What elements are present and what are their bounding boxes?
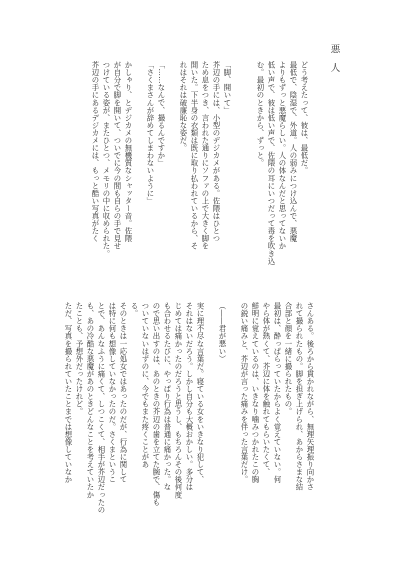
lower-text-block: さんある。後ろから貫かれながら、無理矢理振り向かさ れて撮られたもの。脚を担ぎ上げられ、あからさまな結 合部と顔を一緒に撮られたもの。 最初は、酔っぱらっていたからよく覚えていない。何 やら体が熱くて、芥辺に体を触れてもらいたくて、 鮮明に覚えているのは、いきなり噛みつかれたこの胸 の鋭い痛みと、芥辺が言った痛みを伴った言葉だけ。 （――君が悪い） 実に理不尽な言葉だ。寝ている女をいきなり犯して、 それはないだろう。しかし自分も大概おかしい。多分は じめては痛かったのだろうと思うし、もちろんその後何度 も合わせるたびに、やっぱり行為は普通に痛かった。な ので思い出すのは、あのときの芥辺の歯を立てた腕で、傷も ついていないはずのに、今でもまた疼くことがあ る。 そのときは一応処女ではあったのだが、行為に関して は特に何も想像していなかったのだ。さくまというこ とで、あんなふうに痛くて、しつこくて、相手が芥辺だったの も、あの冷酷な悪魔があのときどんなことを考えていたか たことも、予想外だったけれど。 ただ、写真を撮られていたことまでは想像していなか (64, 302, 315, 514)
page-title: 悪人 (328, 44, 340, 81)
upper-text-block: どう考えたって、彼は、最低だ。 最低で、陰湿で、外道。人の弱みにつけ込んで、悪魔 よりもずっと悪魔らしい。人の体なんだと思ってないか 低い声で、彼は低い声で、佐隈の耳にいつだって毒を吹き込 む。最初のときから、ずっと。 「脚、開いて」 芥辺の手には、小型のデジカメがある。佐隈はひとつ ため息をつき、言われた通りにソファの上で大きく脚を 開いた。下半身の衣類は既に取り払われているから、そ れはそれは破廉恥な姿だ。 「……なんで、撮るんですか」 「さくまさんが辞めてしまわないように」 かしゃり、とデジカメの無機質なシャッター音。佐隈 が自分で脚を開いて、ついでに今の間も自らの手で見せ つけている姿が、またひとつ、メモリの中に収められた。 芥辺の手にあるデジカメには、もっと酷い写真がたく (91, 61, 309, 265)
